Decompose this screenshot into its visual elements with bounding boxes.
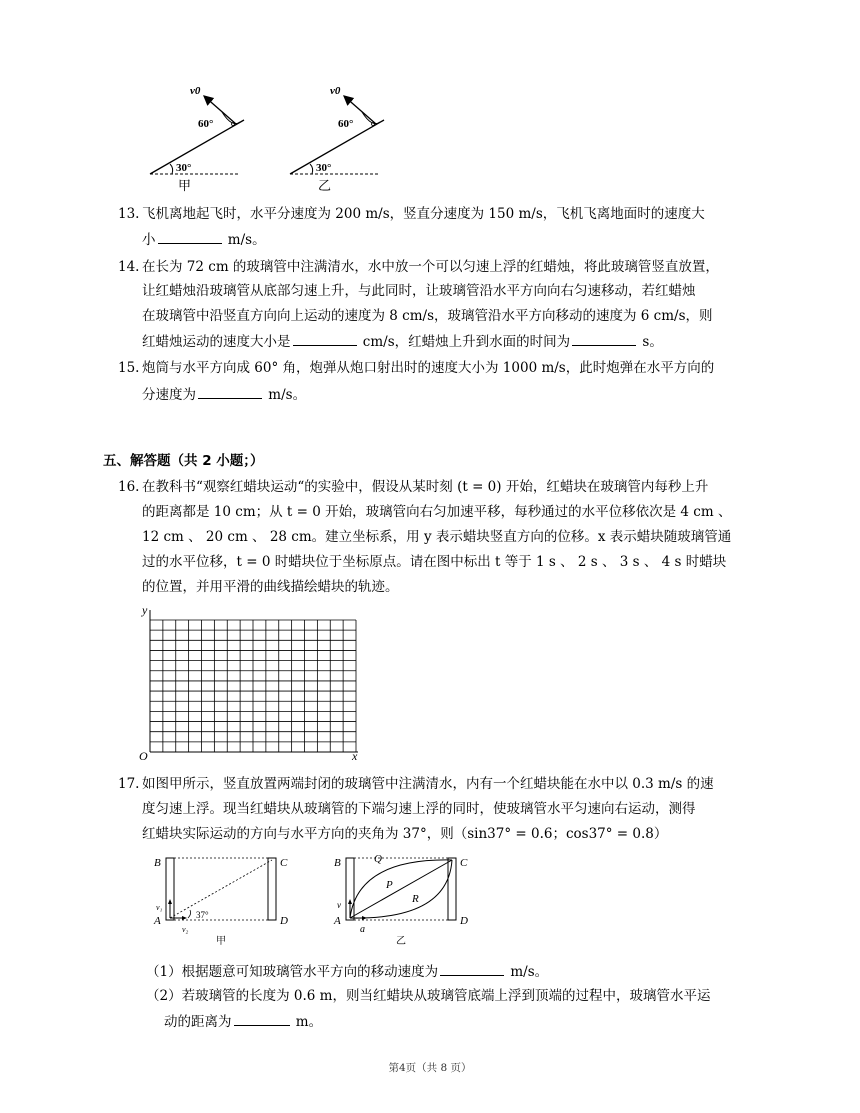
q16-line-2: 的距离都是 10 cm；从 t = 0 开始，玻璃管向右匀加速平移，每秒通过的水平位移依次是 4 cm 、 [142, 504, 732, 520]
angle-30-label-yi: 30° [316, 162, 332, 174]
q15-number: 15. [118, 360, 140, 376]
fig-yi-D: D [460, 915, 468, 927]
fig-jia-A: A [154, 915, 161, 927]
fig-yi-Q: Q [374, 853, 382, 865]
fig-jia-v2: v₂ [182, 925, 189, 934]
x-axis-label: x [352, 749, 358, 762]
q17-line-3: 红蜡块实际运动的方向与水平方向的夹角为 37°，则（sin37° = 0.6；cos37° = 0.8） [142, 826, 668, 842]
q16-coordinate-grid[interactable] [136, 602, 368, 762]
fig-jia-angle: 37° [196, 910, 209, 920]
q16-line-5: 的位置，并用平滑的曲线描绘蜡块的轨迹。 [142, 579, 399, 595]
angle-60-label-jia: 60° [198, 118, 214, 130]
page-footer: 第4页（共 8 页） [388, 1062, 472, 1074]
v0-label-yi: v0 [330, 85, 341, 97]
fig-yi-a: a [360, 924, 365, 935]
fig-yi-caption: 乙 [396, 936, 406, 947]
diagram-jia [150, 85, 244, 193]
fig-yi-C: C [460, 857, 468, 869]
q16-line-3: 12 cm 、 20 cm 、 28 cm。建立坐标系，用 y 表示蜡块竖直方向的位移。x 表示蜡块随玻璃管通 [142, 529, 732, 545]
q17-line-2: 度匀速上浮。现当红蜡块从玻璃管的下端匀速上浮的同时，使玻璃管水平匀速向右运动，测得 [142, 801, 696, 817]
q15-line-1: 炮筒与水平方向成 60° 角，炮弹从炮口射出时的速度大小为 1000 m/s，此时炮弹在水平方向的 [142, 360, 715, 376]
y-axis-label: y [142, 603, 148, 617]
q17-sub-2-line-1: （2）若玻璃管的长度为 0.6 m，则当红蜡块从玻璃管底端上浮到顶端的过程中，玻璃管水平运 [146, 988, 711, 1004]
angle-30-label-jia: 30° [176, 162, 192, 174]
fig-jia-caption: 甲 [216, 936, 226, 947]
q13-number: 13. [118, 206, 140, 222]
caption-jia: 甲 [178, 178, 192, 193]
q14-line-1: 在长为 72 cm 的玻璃管中注满清水，水中放一个可以匀速上浮的红蜡烛，将此玻璃管竖直放置， [142, 259, 719, 275]
section-5-title: 五、解答题（共 2 小题；） [103, 453, 264, 469]
fig-yi-P: P [386, 879, 393, 891]
origin-label: O [139, 749, 148, 762]
q13-line-1: 飞机离地起飞时，水平分速度为 200 m/s，竖直分速度为 150 m/s，飞机飞离地面时的速度大 [142, 206, 705, 222]
q17-sub-2-line-2: 动的距离为 m。 [164, 1011, 322, 1031]
q17-number: 17. [118, 776, 140, 792]
fig-jia-D: D [280, 915, 288, 927]
q14-line-3: 在玻璃管中沿竖直方向向上运动的速度为 8 cm/s，玻璃管沿水平方向移动的速度为 6 cm/s，则 [142, 308, 713, 324]
q17-figures [148, 852, 478, 950]
q14-line-4: 红蜡烛运动的速度大小是 cm/s，红蜡烛上升到水面的时间为 s。 [142, 331, 663, 351]
v0-label-jia: v0 [190, 85, 201, 97]
q16-line-1: 在教科书“观察红蜡块运动“的实验中，假设从某时刻 (t = 0) 开始，红蜡块在玻璃管内每秒上升 [142, 479, 709, 495]
diagram-yi [290, 85, 384, 193]
q16-number: 16. [118, 479, 140, 495]
q14-number: 14. [118, 259, 140, 275]
fig-yi-R: R [412, 893, 419, 905]
angle-60-label-yi: 60° [338, 118, 354, 130]
fig-yi-v: v [337, 900, 341, 910]
grid-lines [150, 620, 356, 752]
figure-jia [153, 857, 288, 947]
fig-jia-C: C [280, 857, 288, 869]
q13-answer-blank[interactable] [158, 229, 222, 244]
fig-jia-v1: v₁ [156, 903, 163, 912]
q14-line-2: 让红蜡烛沿玻璃管从底部匀速上升，与此同时，让玻璃管沿水平方向向右匀速移动，若红蜡烛 [142, 283, 696, 299]
q15-line-2: 分速度为 m/s。 [142, 384, 306, 404]
top-diagrams [140, 82, 400, 194]
fig-yi-A: A [334, 915, 341, 927]
q14-speed-blank[interactable] [293, 331, 357, 346]
q17-sub1-blank[interactable] [440, 961, 504, 976]
caption-yi: 乙 [318, 178, 332, 193]
q13-line-2: 小 m/s。 [142, 229, 266, 249]
q17-sub-1: （1）根据题意可知玻璃管水平方向的移动速度为 m/s。 [146, 961, 548, 981]
q15-answer-blank[interactable] [198, 384, 262, 399]
q16-line-4: 过的水平位移，t = 0 时蜡块位于坐标原点。请在图中标出 t 等于 1 s 、 2 s 、 3 s 、 4 s 时蜡块 [142, 554, 727, 570]
q14-time-blank[interactable] [572, 331, 636, 346]
figure-yi [333, 853, 468, 947]
q17-sub2-blank[interactable] [234, 1011, 290, 1026]
fig-jia-B: B [154, 857, 161, 869]
fig-yi-B: B [334, 857, 341, 869]
q17-line-1: 如图甲所示，竖直放置两端封闭的玻璃管中注满清水，内有一个红蜡块能在水中以 0.3 m/s 的速 [142, 776, 714, 792]
